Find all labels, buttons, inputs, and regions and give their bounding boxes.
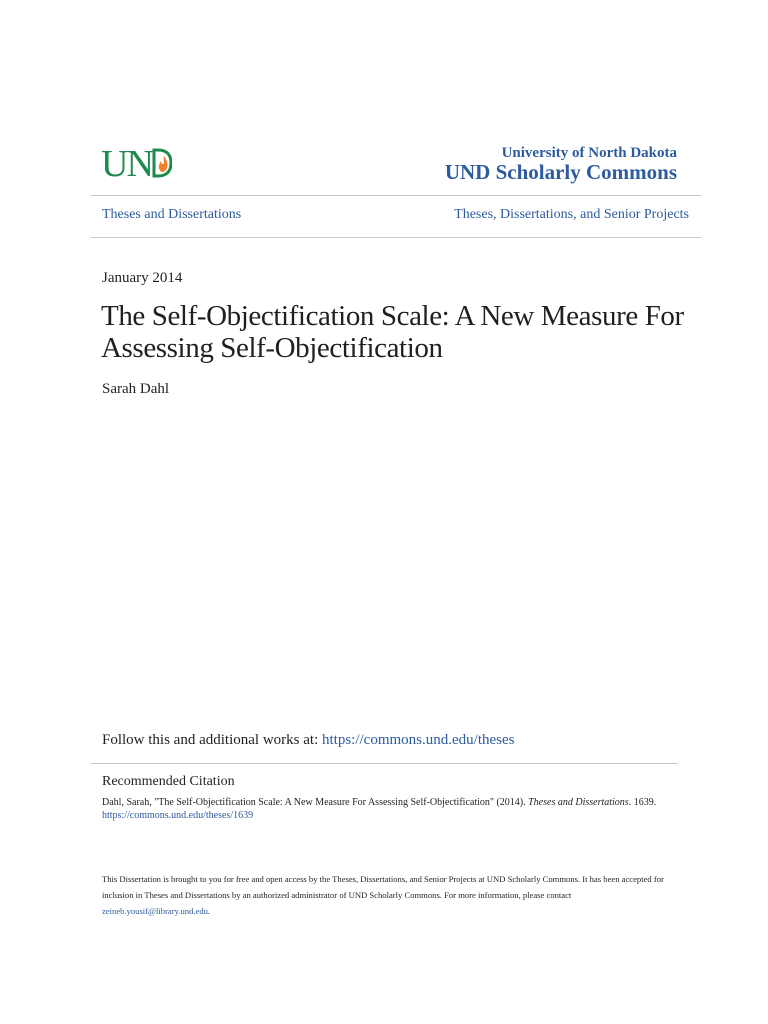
contact-email-link[interactable]: zeineb.yousif@library.und.edu <box>102 906 208 916</box>
publication-date: January 2014 <box>102 270 183 286</box>
citation-number: . 1639. <box>628 797 657 808</box>
citation-link[interactable]: https://commons.und.edu/theses/1639 <box>102 810 254 821</box>
notice-text: This Dissertation is brought to you for free and open access by the Theses, Dissertations, and Senior Projects at UND Scholarly Commons. It has been accepted for inclusion in Theses and Dissertations by an authorized administrator of UND Scholarly Commons. For more information, please contact <box>102 874 664 900</box>
theses-collection-link[interactable]: https://commons.und.edu/theses <box>321 732 515 748</box>
nav-theses-and-dissertations-link[interactable]: Theses and Dissertations <box>102 207 242 222</box>
nav-senior-projects-link[interactable]: Theses, Dissertations, and Senior Projects <box>454 207 689 222</box>
follow-line <box>102 732 514 749</box>
access-notice <box>102 871 682 919</box>
follow-text: Follow this and additional works at: <box>102 732 322 748</box>
notice-end: . <box>207 906 211 916</box>
university-name: University of North Dakota <box>501 145 677 161</box>
flame-icon <box>152 148 172 178</box>
document-author: Sarah Dahl <box>102 381 170 397</box>
citation-text: Dahl, Sarah, "The Self-Objectification Scale: A New Measure For Assessing Self-Objectification" (2014). <box>102 797 529 808</box>
document-title: The Self-Objectification Scale: A New Measure For Assessing Self-Objectification <box>101 300 684 364</box>
und-logo <box>101 143 171 185</box>
logo-letters-un: UN <box>101 143 152 185</box>
citation-block <box>102 796 682 822</box>
recommended-citation-heading: Recommended Citation <box>102 774 235 789</box>
citation-series: Theses and Dissertations <box>528 797 629 808</box>
repository-name: UND Scholarly Commons <box>444 160 677 184</box>
header-divider-top <box>91 195 701 196</box>
header-divider-bottom <box>91 237 701 238</box>
footer-divider <box>91 763 678 764</box>
